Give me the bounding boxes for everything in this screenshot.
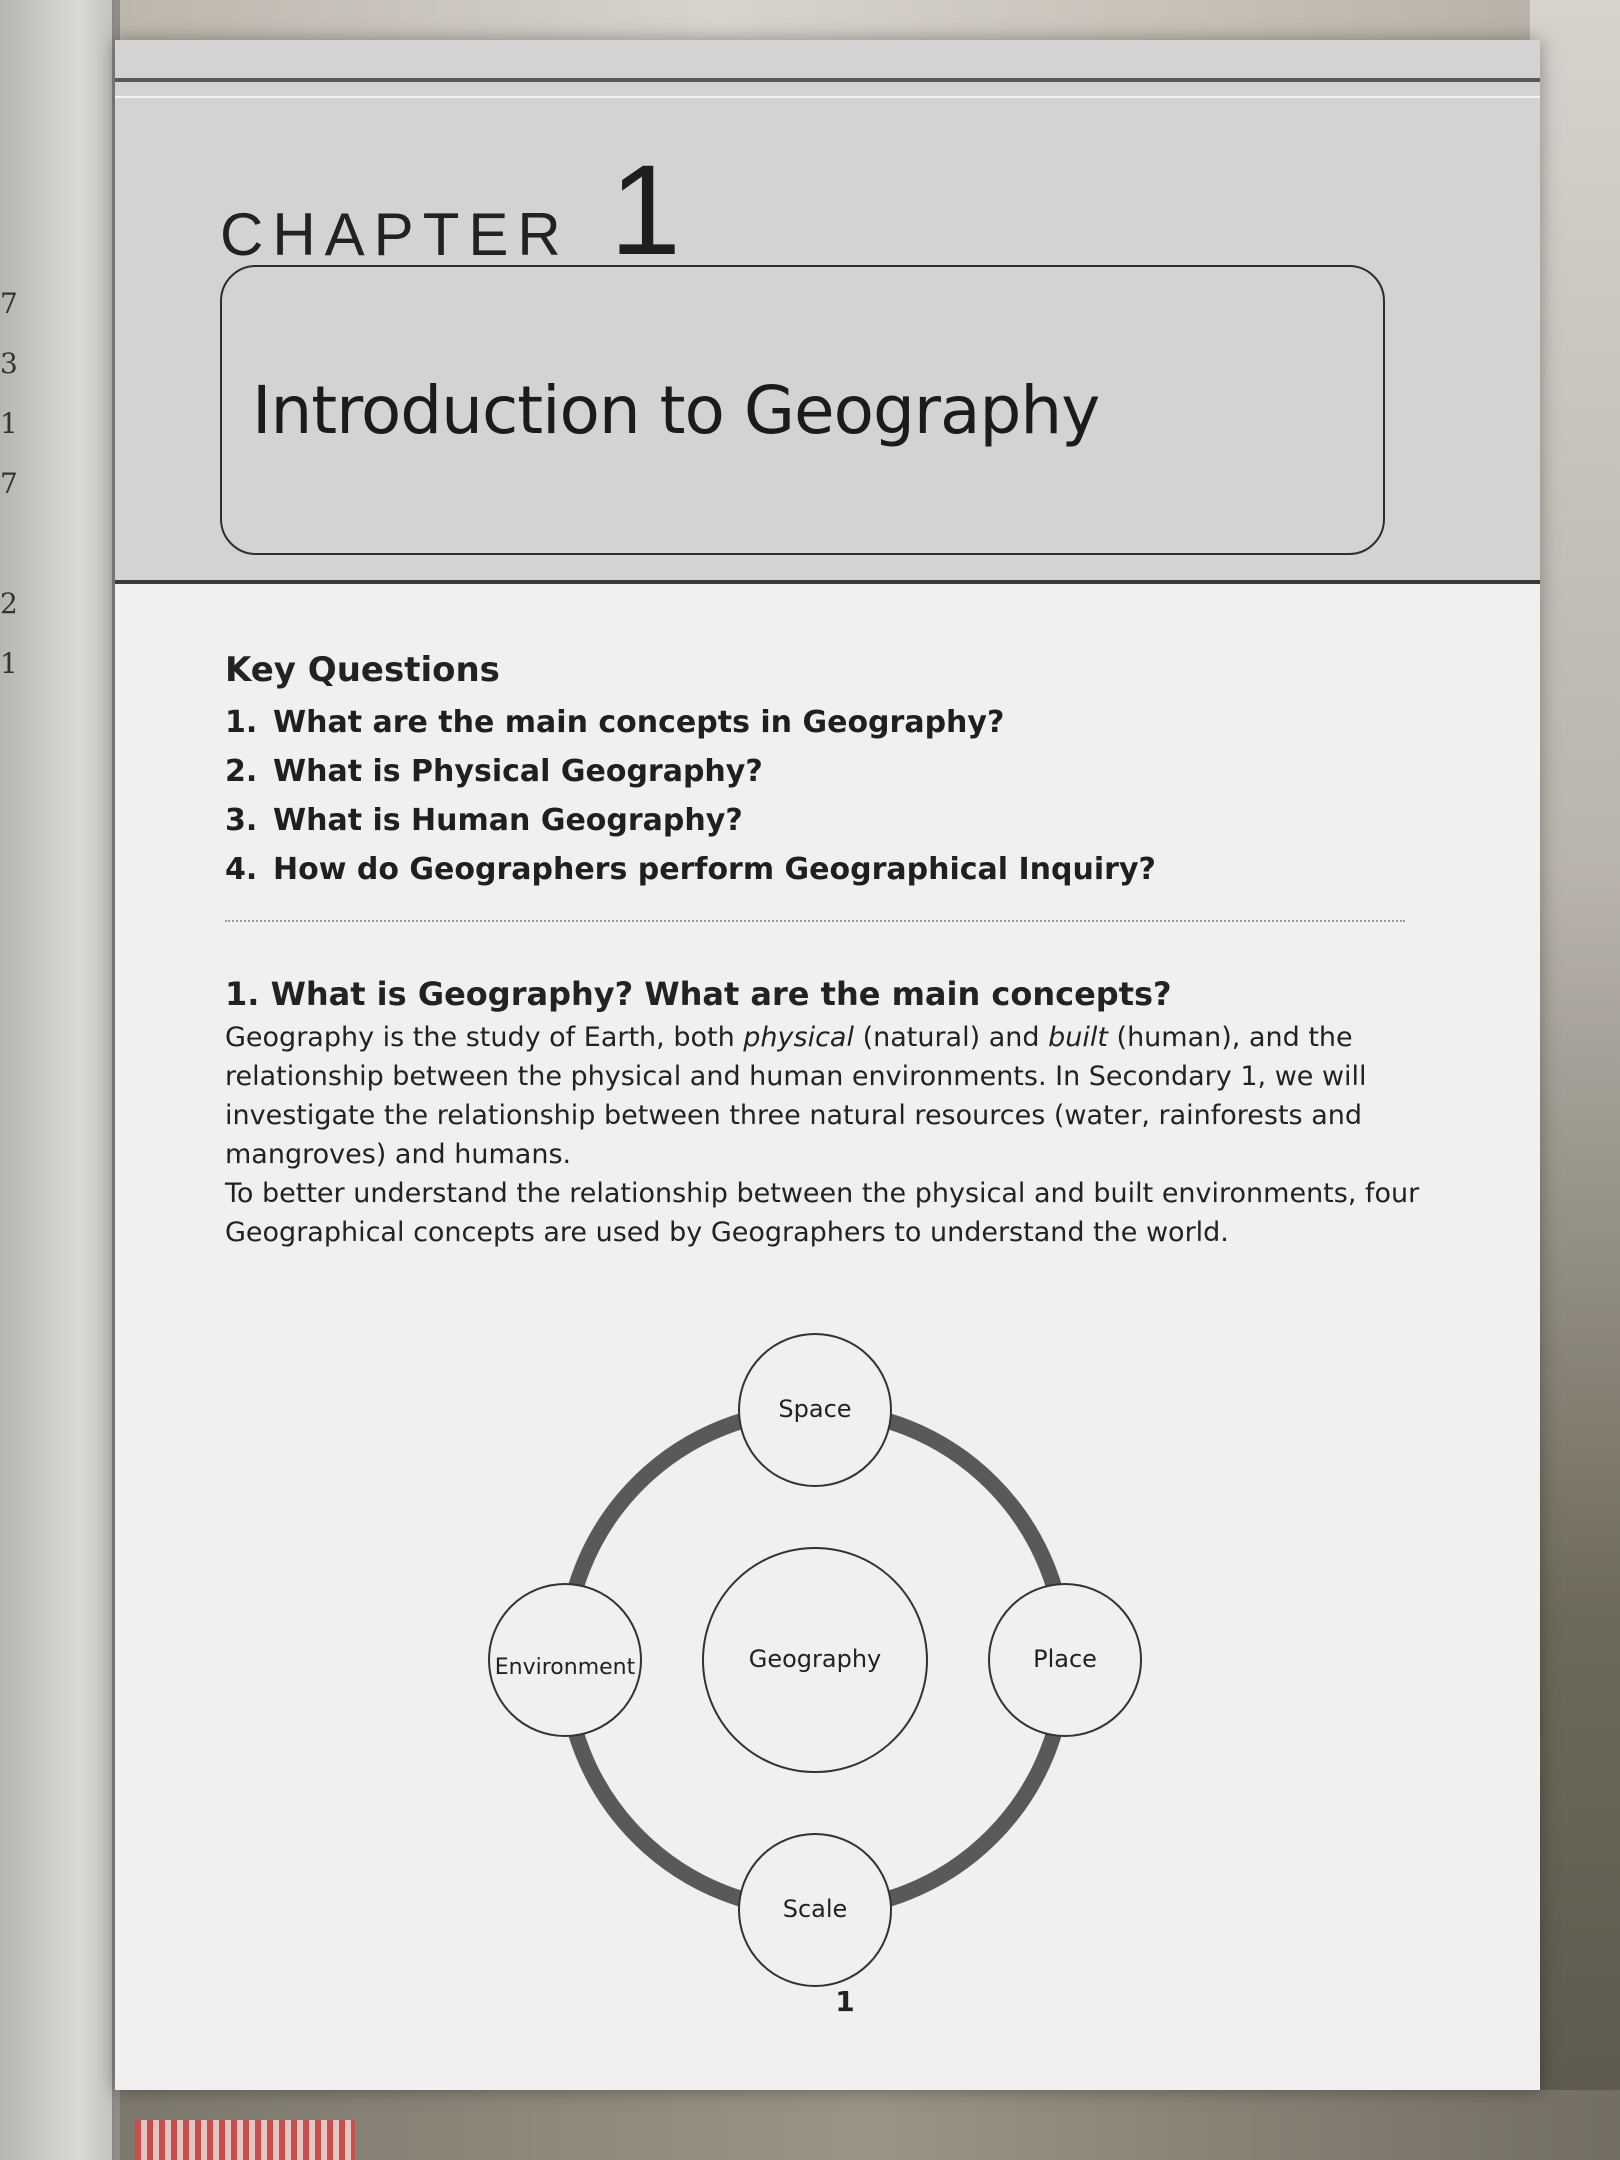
chapter-label (220, 135, 681, 282)
margin-mark: 2 (0, 587, 18, 620)
margin-mark: 3 (0, 347, 18, 380)
chapter-title: Introduction to Geography (252, 371, 1100, 449)
background-top (120, 0, 1620, 45)
red-stamp (135, 2120, 355, 2160)
key-question-text: What are the main concepts in Geography? (273, 705, 1005, 740)
emphasis-physical: physical (743, 1022, 854, 1053)
key-question-item (225, 754, 1156, 803)
center-label: Geography (748, 1645, 882, 1673)
key-question-number: 3. (225, 803, 258, 838)
key-questions-list (225, 705, 1156, 901)
key-question-text: What is Human Geography? (273, 803, 743, 838)
environment-label: Environment (494, 1655, 636, 1680)
place-label: Place (1033, 1645, 1097, 1673)
key-question-item (225, 705, 1156, 754)
chapter-title-box (220, 265, 1385, 555)
page-number: 1 (835, 1985, 855, 2018)
geography-concepts-diagram (475, 1290, 1155, 2010)
paragraph-text: (natural) and (853, 1022, 1049, 1053)
key-question-number: 4. (225, 852, 258, 887)
section-heading: 1. What is Geography? What are the main concepts? (225, 975, 1172, 1013)
paragraph-text: Geography is the study of Earth, both (225, 1022, 744, 1053)
key-question-item (225, 803, 1156, 852)
scale-label: Scale (782, 1895, 848, 1923)
background-right (1530, 0, 1620, 2160)
section-body (225, 1018, 1425, 1252)
margin-mark: 1 (0, 407, 18, 440)
emphasis-built: built (1048, 1022, 1108, 1053)
paragraph-1 (225, 1018, 1425, 1174)
key-question-text: What is Physical Geography? (273, 754, 763, 789)
key-question-text: How do Geographers perform Geographical Inquiry? (273, 852, 1156, 887)
chapter-header-band (115, 40, 1540, 584)
margin-mark: 7 (0, 287, 18, 320)
chapter-word: CHAPTER (220, 201, 570, 268)
chapter-number: 1 (609, 139, 681, 282)
margin-mark: 7 (0, 467, 18, 500)
adjacent-page-margin-marks (0, 287, 20, 710)
key-question-item (225, 852, 1156, 901)
margin-mark: 1 (0, 647, 18, 680)
key-questions-heading: Key Questions (225, 650, 500, 690)
paragraph-text: (human), and the relationship between the physical and human environments. In Secondary 1, we will investigate the relationship between three natural resources (water, rainforests and mangroves) and humans. (225, 1022, 1367, 1170)
space-label: Space (778, 1395, 852, 1423)
key-question-number: 1. (225, 705, 258, 740)
section-divider (225, 920, 1405, 922)
book-page (115, 40, 1540, 2090)
key-question-number: 2. (225, 754, 258, 789)
paragraph-2: To better understand the relationship between the physical and built environments, four Geographical concepts are used by Geographers to understand the world. (225, 1178, 1420, 1248)
top-rule (115, 78, 1540, 98)
